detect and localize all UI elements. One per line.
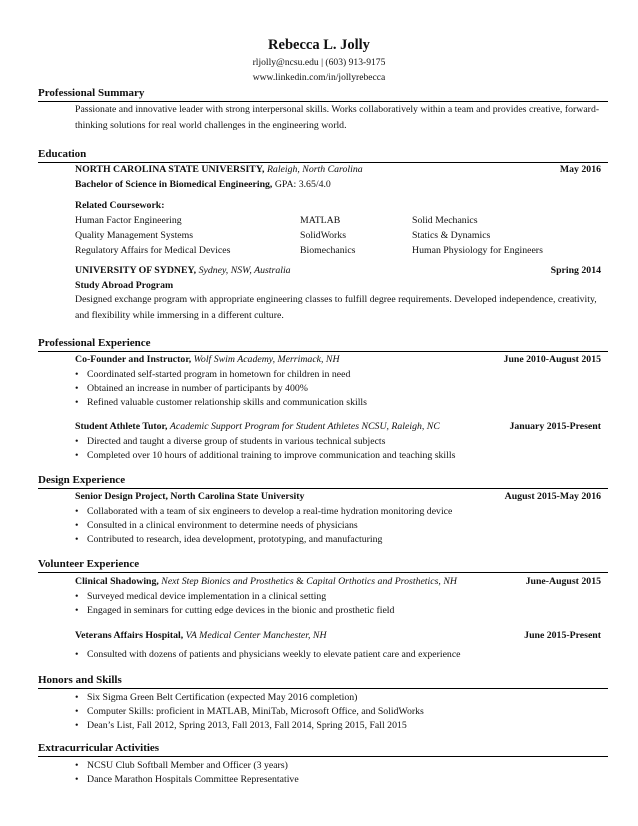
ncsu-degree-line bbox=[75, 179, 601, 191]
design-bullet: • Collaborated with a team of six engineers to develop a real-time hydration monitoring device bbox=[75, 506, 453, 517]
volunteer1-title: Clinical Shadowing, bbox=[75, 576, 159, 587]
section-heading-extracurricular: Extracurricular Activities bbox=[38, 742, 608, 757]
bullet-icon: • bbox=[75, 534, 79, 545]
bullet-icon: • bbox=[75, 520, 79, 531]
summary-text: Passionate and innovative leader with strong interpersonal skills. Works collaboratively within a team and provides creative, forward-thinking solutions for real world challenges in the engineering world. bbox=[75, 104, 600, 131]
extracurricular-bullet: • NCSU Club Softball Member and Officer (3 years) bbox=[75, 760, 288, 771]
honors-bullet: • Six Sigma Green Belt Certification (expected May 2016 completion) bbox=[75, 692, 358, 703]
volunteer1-date: June-August 2015 bbox=[525, 576, 601, 587]
coursework-item: Quality Management Systems bbox=[75, 230, 194, 241]
extracurricular-bullet: • Dance Marathon Hospitals Committee Representative bbox=[75, 774, 299, 785]
ncsu-degree: Bachelor of Science in Biomedical Engineering, bbox=[75, 179, 273, 190]
job1-bullet: • Obtained an increase in number of participants by 400% bbox=[75, 383, 308, 394]
honors-bullet: • Dean’s List, Fall 2012, Spring 2013, Fall 2013, Fall 2014, Spring 2015, Fall 2015 bbox=[75, 720, 407, 731]
volunteer1-bullet: • Engaged in seminars for cutting edge devices in the bionic and prosthetic field bbox=[75, 605, 395, 616]
volunteer2-line bbox=[75, 630, 601, 642]
education-ncsu-line bbox=[75, 164, 601, 176]
section-heading-design: Design Experience bbox=[38, 474, 608, 489]
volunteer2-bullet: • Consulted with dozens of patients and physicians weekly to elevate patient care and experience bbox=[75, 649, 461, 660]
sydney-program-line bbox=[75, 280, 601, 292]
bullet-icon: • bbox=[75, 397, 79, 408]
bullet-icon: • bbox=[75, 706, 79, 717]
ncsu-school: NORTH CAROLINA STATE UNIVERSITY, bbox=[75, 164, 265, 175]
coursework-item: MATLAB bbox=[300, 215, 341, 226]
job2-title: Student Athlete Tutor, bbox=[75, 421, 168, 432]
bullet-icon: • bbox=[75, 692, 79, 703]
volunteer1-org1: Next Step Bionics and Prosthetics bbox=[161, 576, 294, 587]
job1-org: Wolf Swim Academy, Merrimack, NH bbox=[193, 354, 340, 365]
ncsu-date: May 2016 bbox=[559, 164, 601, 175]
bullet-icon: • bbox=[75, 436, 79, 447]
bullet-icon: • bbox=[75, 774, 79, 785]
candidate-name: Rebecca L. Jolly bbox=[268, 37, 370, 53]
section-heading-honors: Honors and Skills bbox=[38, 674, 608, 689]
sydney-location: Sydney, NSW, Australia bbox=[198, 265, 291, 276]
bullet-icon: • bbox=[75, 450, 79, 461]
ncsu-gpa: GPA: 3.65/4.0 bbox=[274, 179, 331, 190]
design-bullet: • Contributed to research, idea development, prototyping, and manufacturing bbox=[75, 534, 383, 545]
design-title: Senior Design Project, North Carolina State University bbox=[75, 491, 305, 502]
contact-line: rljolly@ncsu.edu | (603) 913-9175 bbox=[252, 57, 386, 68]
coursework-item: Statics & Dynamics bbox=[412, 230, 491, 241]
honors-bullet: • Computer Skills: proficient in MATLAB, MiniTab, Microsoft Office, and SolidWorks bbox=[75, 706, 424, 717]
bullet-icon: • bbox=[75, 506, 79, 517]
section-heading-volunteer: Volunteer Experience bbox=[38, 558, 608, 573]
job1-bullet: • Refined valuable customer relationship skills and communication skills bbox=[75, 397, 367, 408]
bullet-icon: • bbox=[75, 383, 79, 394]
volunteer2-date: June 2015-Present bbox=[524, 630, 601, 641]
job2-date: January 2015-Present bbox=[509, 421, 601, 432]
ncsu-location: Raleigh, North Carolina bbox=[266, 164, 363, 175]
coursework-item: Solid Mechanics bbox=[412, 215, 478, 226]
job1-title: Co-Founder and Instructor, bbox=[75, 354, 192, 365]
section-heading-summary: Professional Summary bbox=[38, 87, 608, 102]
design-bullet: • Consulted in a clinical environment to determine needs of physicians bbox=[75, 520, 358, 531]
sydney-description: Designed exchange program with appropriate engineering classes to fulfill degree requirements. Developed independence, creativity, and flexibility while immersing in a different culture. bbox=[75, 294, 597, 321]
job2-org: Academic Support Program for Student Athletes NCSU, Raleigh, NC bbox=[169, 421, 440, 432]
sydney-date: Spring 2014 bbox=[550, 265, 601, 276]
linkedin-link[interactable]: www.linkedin.com/in/jollyrebecca bbox=[252, 72, 386, 83]
coursework-item: Regulatory Affairs for Medical Devices bbox=[75, 245, 231, 256]
section-heading-professional: Professional Experience bbox=[38, 337, 608, 352]
bullet-icon: • bbox=[75, 369, 79, 380]
volunteer1-bullet: • Surveyed medical device implementation in a clinical setting bbox=[75, 591, 327, 602]
sydney-program: Study Abroad Program bbox=[75, 280, 174, 291]
design-date: August 2015-May 2016 bbox=[504, 491, 601, 502]
coursework-item: SolidWorks bbox=[300, 230, 347, 241]
coursework-item: Biomechanics bbox=[300, 245, 356, 256]
volunteer1-org2: Capital Orthotics and Prosthetics, NH bbox=[306, 576, 457, 587]
bullet-icon: • bbox=[75, 605, 79, 616]
sydney-school: UNIVERSITY OF SYDNEY, bbox=[75, 265, 197, 276]
coursework-item: Human Physiology for Engineers bbox=[412, 245, 543, 256]
coursework-item: Human Factor Engineering bbox=[75, 215, 182, 226]
bullet-icon: • bbox=[75, 591, 79, 602]
bullet-icon: • bbox=[75, 649, 79, 660]
coursework-label: Related Coursework: bbox=[75, 200, 165, 211]
bullet-icon: • bbox=[75, 760, 79, 771]
coursework-label-line bbox=[75, 200, 601, 212]
section-heading-education: Education bbox=[38, 148, 608, 163]
volunteer2-title: Veterans Affairs Hospital, bbox=[75, 630, 184, 641]
bullet-icon: • bbox=[75, 720, 79, 731]
job1-date: June 2010-August 2015 bbox=[503, 354, 601, 365]
education-sydney-line bbox=[75, 265, 601, 277]
job2-bullet: • Directed and taught a diverse group of students in various technical subjects bbox=[75, 436, 386, 447]
job1-bullet: • Coordinated self-started program in hometown for children in need bbox=[75, 369, 351, 380]
volunteer2-org: VA Medical Center Manchester, NH bbox=[185, 630, 327, 641]
job2-bullet: • Completed over 10 hours of additional training to improve communication and teaching skills bbox=[75, 450, 456, 461]
volunteer1-line: Clinical Shadowing, Next Step Bionics and Prosthetics & Capital Orthotics and Prosthetics, NH bbox=[75, 576, 457, 587]
